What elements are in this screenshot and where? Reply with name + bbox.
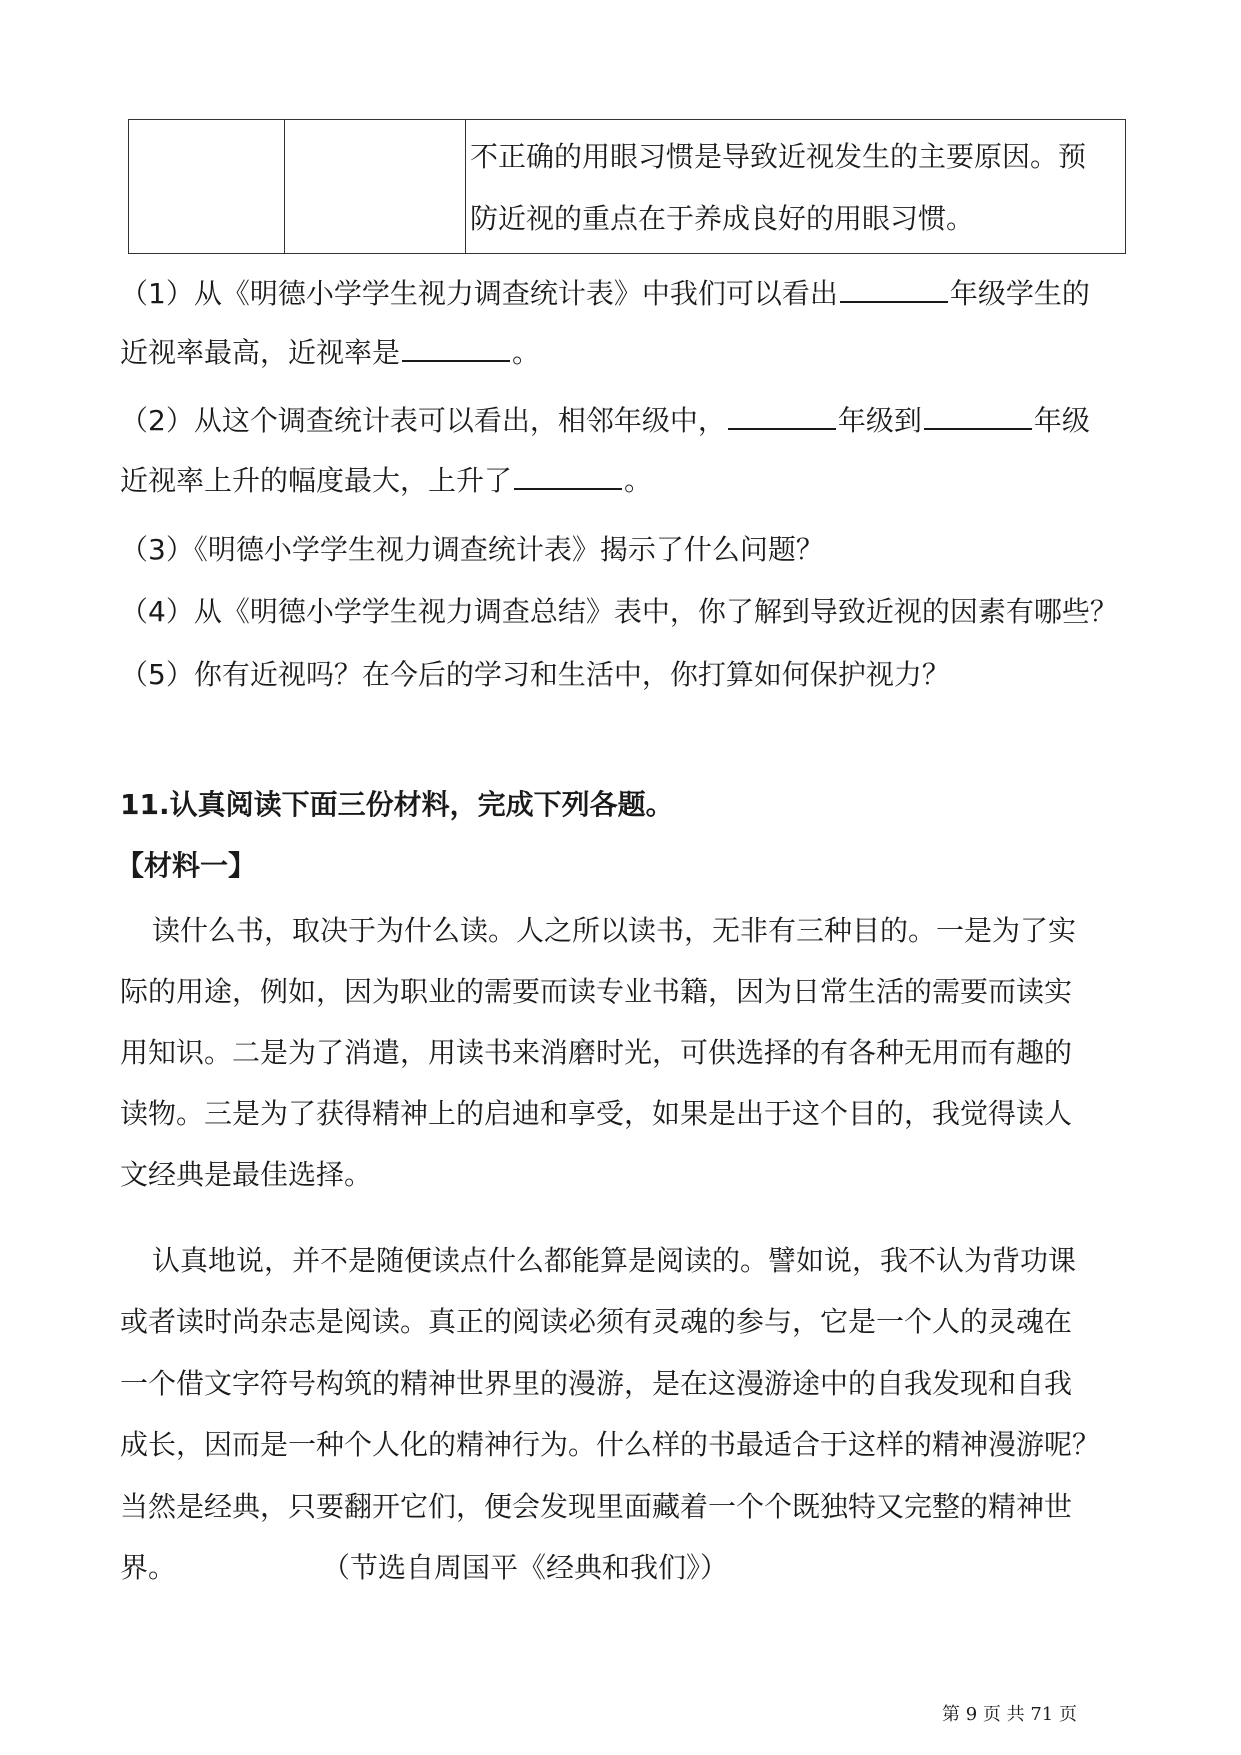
answer-blank[interactable]: [840, 271, 948, 303]
question-1-text-d: 。: [512, 336, 541, 369]
passage-line-last: 界。: [120, 1551, 177, 1584]
answer-blank[interactable]: [514, 458, 622, 490]
question-2-line1: [120, 398, 1090, 439]
table-row: [129, 120, 1126, 254]
vision-summary-table: [128, 119, 1126, 254]
answer-blank[interactable]: [402, 330, 510, 362]
table-cell-col1: [129, 120, 285, 254]
question-2-text: （2）从这个调查统计表可以看出，相邻年级中，: [120, 404, 726, 437]
table-cell-text-line2: 防近视的重点在于养成良好的用眼习惯。: [470, 202, 975, 235]
question-1-text-b: 年级学生的: [949, 277, 1090, 310]
page-number: 第 9 页 共 71 页: [942, 1704, 1077, 1725]
question-2-text-e: 。: [624, 464, 653, 497]
question-3: （3）《明德小学学生视力调查统计表》揭示了什么问题？: [120, 533, 824, 566]
question-2-text-b: 年级到: [837, 404, 922, 437]
table-cell-text-line1: 不正确的用眼习惯是导致近视发生的主要原因。预: [470, 140, 1087, 173]
table-cell-col3: [466, 120, 1126, 254]
question-5: （5）你有近视吗？在今后的学习和生活中，你打算如何保护视力？: [120, 658, 950, 691]
section-title: 11.认真阅读下面三份材料，完成下列各题。: [120, 788, 674, 821]
passage-line: 或者读时尚杂志是阅读。真正的阅读必须有灵魂的参与，它是一个人的灵魂在: [120, 1305, 1073, 1338]
passage-line: 文经典是最佳选择。: [120, 1158, 373, 1191]
answer-blank[interactable]: [924, 398, 1032, 430]
passage-line: 读什么书，取决于为什么读。人之所以读书，无非有三种目的。一是为了实: [152, 914, 1077, 947]
passage-line: 际的用途，例如，因为职业的需要而读专业书籍，因为日常生活的需要而读实: [120, 975, 1073, 1008]
answer-blank[interactable]: [728, 398, 836, 430]
passage-line: 当然是经典，只要翻开它们，便会发现里面藏着一个个既独特又完整的精神世: [120, 1490, 1073, 1523]
material-label: 【材料一】: [116, 849, 257, 882]
passage-line: 读物。三是为了获得精神上的启迪和享受，如果是出于这个目的，我觉得读人: [120, 1097, 1073, 1130]
table-cell-col2: [285, 120, 466, 254]
question-1-line2: [120, 330, 540, 371]
passage-line: 成长，因而是一种个人化的精神行为。什么样的书最适合于这样的精神漫游呢？: [120, 1428, 1101, 1461]
passage-line: 用知识。二是为了消遣，用读书来消磨时光，可供选择的有各种无用而有趣的: [120, 1036, 1073, 1069]
question-2-line2: [120, 458, 652, 499]
passage-line: 认真地说，并不是随便读点什么都能算是阅读的。譬如说，我不认为背功课: [152, 1244, 1077, 1277]
question-1-line1: [120, 271, 1090, 312]
question-2-text-d: 近视率上升的幅度最大，上升了: [120, 464, 513, 497]
question-4: （4）从《明德小学学生视力调查总结》表中，你了解到导致近视的因素有哪些？: [120, 595, 1118, 628]
passage-source: （节选自周国平《经典和我们》）: [322, 1551, 729, 1584]
question-1-text: （1）从《明德小学学生视力调查统计表》中我们可以看出: [120, 277, 838, 310]
passage-line: 一个借文字符号构筑的精神世界里的漫游，是在这漫游途中的自我发现和自我: [120, 1367, 1073, 1400]
question-1-text-c: 近视率最高，近视率是: [120, 336, 401, 369]
question-2-text-c: 年级: [1033, 404, 1090, 437]
